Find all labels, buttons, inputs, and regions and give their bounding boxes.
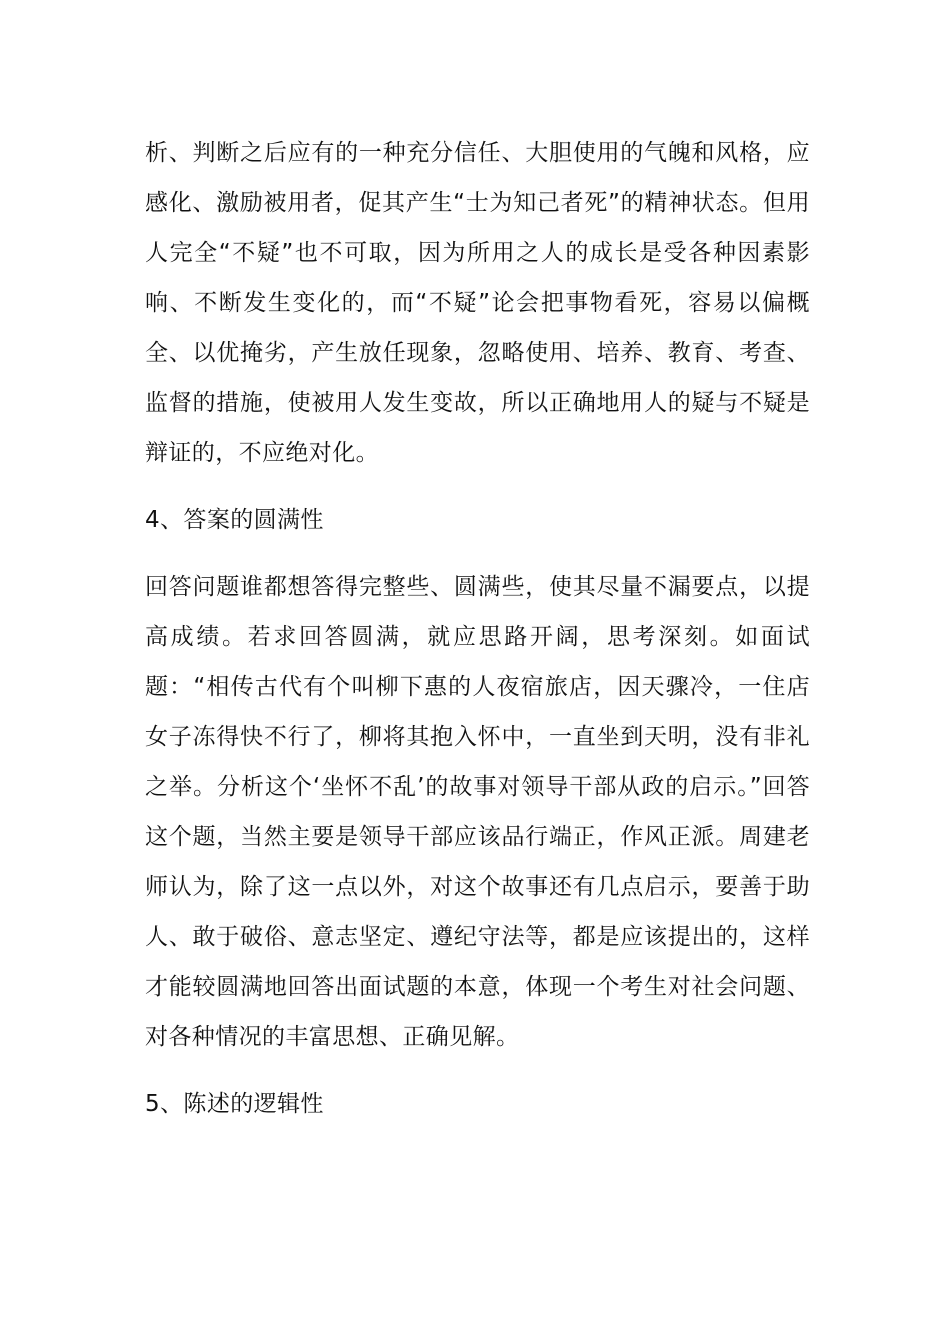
section-heading-answer-completeness: 4、答案的圆满性	[145, 507, 324, 533]
paragraph-answer-completeness: 回答问题谁都想答得完整些、圆满些，使其尽量不漏要点，以提高成绩。若求回答圆满，就应思路开阔，思考深刻。如面试题：“相传古代有个叫柳下惠的人夜宿旅店，因天骤冷，一住店女子冻得快不行了，柳将其抱入怀中，一直坐到天明，没有非礼之举。分析这个‘坐怀不乱’的故事对领导干部从政的启示。”回答这个题，当然主要是领导干部应该品行端正，作风正派。周建老师认为，除了这一点以外，对这个故事还有几点启示，要善于助人、敢于破俗、意志坚定、遵纪守法等，都是应该提出的，这样才能较圆满地回答出面试题的本意，体现一个考生对社会问题、对各种情况的丰富思想、正确见解。	[145, 574, 810, 1050]
paragraph-trust-in-employment: 析、判断之后应有的一种充分信任、大胆使用的气魄和风格，应感化、激励被用者，促其产生“士为知己者死”的精神状态。但用人完全“不疑”也不可取，因为所用之人的成长是受各种因素影响、不断发生变化的，而“不疑”论会把事物看死，容易以偏概全、以优掩劣，产生放任现象，忽略使用、培养、教育、考查、监督的措施，使被用人发生变故，所以正确地用人的疑与不疑是辩证的，不应绝对化。	[145, 140, 810, 466]
section-heading-statement-logic: 5、陈述的逻辑性	[145, 1091, 324, 1117]
document-page	[145, 128, 810, 1129]
